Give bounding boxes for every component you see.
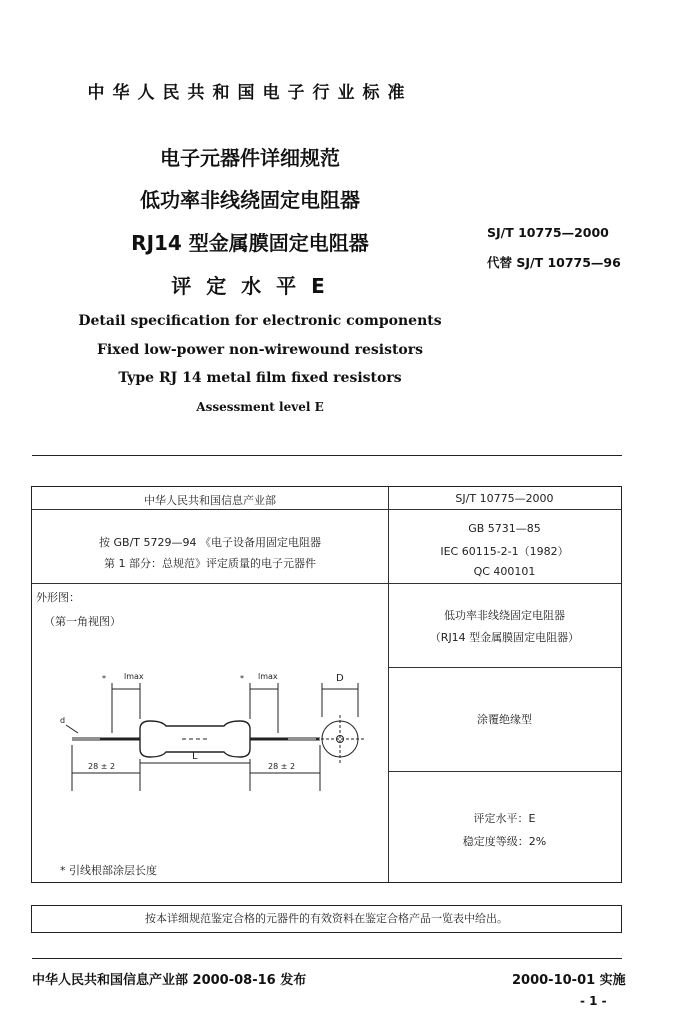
table-row-divider <box>388 771 621 772</box>
title-en-line4: Assessment level E <box>196 400 324 414</box>
standard-number: SJ/T 10775—2000 <box>487 225 609 240</box>
basis-line2: 第 1 部分：总规范》评定质量的电子元器件 <box>104 557 316 570</box>
title-cn-line2: 低功率非线绕固定电阻器 <box>140 188 360 212</box>
resistor-outline-drawing <box>32 667 388 817</box>
stability-class: 稳定度等级：2% <box>462 835 547 848</box>
implement-date: 2000-10-01 实施 <box>512 973 626 988</box>
title-cn-line3: RJ14 型金属膜固定电阻器 <box>131 231 369 255</box>
assessment-level: 评定水平：E <box>473 812 536 825</box>
title-cn-line1: 电子元器件详细规范 <box>160 146 340 170</box>
lead-length-left: 28 ± 2 <box>88 762 116 771</box>
coating-type: 涂覆绝缘型 <box>477 713 532 726</box>
std-number-cell: SJ/T 10775—2000 <box>455 492 554 505</box>
reference-3: QC 400101 <box>473 565 536 578</box>
outline-label: 外形图： <box>36 591 80 604</box>
lead-length-right: 28 ± 2 <box>268 762 296 771</box>
body-length-label: L <box>192 751 198 762</box>
title-en-line1: Detail specification for electronic components <box>78 313 442 329</box>
footer-divider <box>32 958 622 959</box>
reference-2: IEC 60115-2-1（1982） <box>440 545 569 558</box>
title-en-line2: Fixed low-power non-wirewound resistors <box>96 342 424 358</box>
lead-diameter-label: d <box>60 716 66 725</box>
replaces-standard: 代替 SJ/T 10775—96 <box>487 255 621 270</box>
type-subname: （RJ14 型金属膜固定电阻器） <box>429 631 580 644</box>
lmax-label-left: lmax <box>124 672 144 681</box>
type-name: 低功率非线绕固定电阻器 <box>444 609 565 622</box>
star-label-right: * <box>240 674 244 683</box>
coating-footnote: * 引线根部涂层长度 <box>60 864 157 877</box>
table-row-divider <box>388 667 621 668</box>
qualification-notice: 按本详细规范鉴定合格的元器件的有效资料在鉴定合格产品一览表中给出。 <box>31 905 622 933</box>
basis-line1: 按 GB/T 5729—94 《电子设备用固定电阻器 <box>99 536 321 549</box>
reference-1: GB 5731—85 <box>468 522 541 535</box>
lmax-label-right: lmax <box>258 672 278 681</box>
issuing-standard-category: 中华人民共和国电子行业标准 <box>87 83 413 103</box>
outline-view: （第一角视图） <box>44 615 121 628</box>
table-row-divider <box>32 583 621 584</box>
title-en-line3: Type RJ 14 metal film fixed resistors <box>118 370 402 386</box>
table-row-divider <box>32 509 621 510</box>
diameter-label: D <box>336 673 344 684</box>
page-number: - 1 - <box>580 994 607 1008</box>
title-cn-line4: 评 定 水 平 E <box>171 274 329 298</box>
star-label-left: * <box>102 674 106 683</box>
ministry-cell: 中华人民共和国信息产业部 <box>144 494 276 507</box>
publish-info: 中华人民共和国信息产业部 2000-08-16 发布 <box>32 973 307 988</box>
header-divider <box>32 455 622 456</box>
spec-table <box>31 486 622 883</box>
